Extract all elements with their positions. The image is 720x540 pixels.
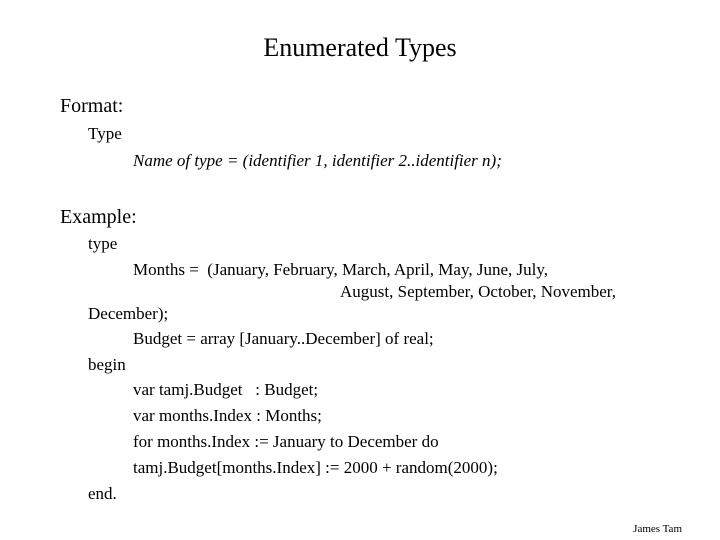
- code-line: begin: [88, 355, 126, 374]
- code-line: December);: [88, 304, 169, 323]
- code-line: Months = (January, February, March, April, May, June, July,: [133, 260, 548, 279]
- format-declaration: Name of type = (identifier 1, identifier 2..identifier n);: [133, 151, 502, 170]
- code-line: var months.Index : Months;: [133, 406, 322, 425]
- code-line: type: [88, 234, 118, 253]
- format-heading: Format:: [60, 95, 124, 117]
- format-keyword: Type: [88, 124, 122, 143]
- example-heading: Example:: [60, 206, 137, 228]
- code-line: tamj.Budget[months.Index] := 2000 + random(2000);: [133, 458, 498, 477]
- code-line: for months.Index := January to December do: [133, 432, 439, 451]
- code-line: end.: [88, 484, 117, 503]
- footer-author: James Tam: [633, 523, 682, 535]
- slide-title: Enumerated Types: [263, 33, 457, 62]
- code-line: August, September, October, November,: [340, 282, 617, 301]
- code-line: Budget = array [January..December] of real;: [133, 329, 434, 348]
- code-line: var tamj.Budget : Budget;: [133, 380, 319, 399]
